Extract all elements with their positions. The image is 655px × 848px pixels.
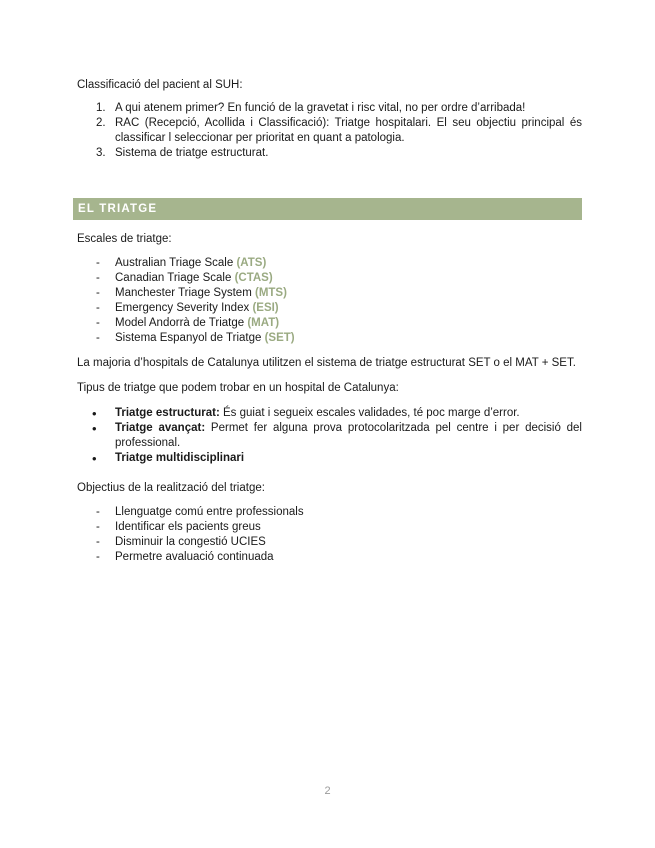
majority-text: La majoria d’hospitals de Catalunya utilitzen el sistema de triatge estructurat SET o el MAT + SET. [77, 357, 576, 369]
list-item: - Sistema Espanyol de Triatge (SET) [96, 332, 295, 344]
acronym: (SET) [264, 332, 295, 344]
list-item [77, 116, 582, 146]
list-number: 2. [96, 117, 106, 129]
types-intro: Tipus de triatge que podem trobar en un hospital de Catalunya: [77, 382, 399, 394]
types-list [77, 406, 582, 466]
list-number: 1. [96, 102, 106, 114]
list-item-text: Sistema de triatge estructurat. [115, 147, 269, 159]
list-item [77, 146, 582, 161]
list-item: - Disminuir la congestió UCIES [96, 536, 266, 548]
list-item [77, 101, 582, 116]
list-item: - Permetre avaluació continuada [96, 551, 274, 563]
list-item: - Manchester Triage System (MTS) [96, 287, 287, 299]
intro-text: Classificació del pacient al SUH: [77, 79, 243, 91]
list-item: - Llenguatge comú entre professionals [96, 506, 304, 518]
numbered-list [77, 101, 582, 161]
list-item: - Emergency Severity Index (ESI) [96, 302, 279, 314]
list-item: • Triatge estructurat: És guiat i segueix escales validades, té poc marge d’error. [92, 406, 520, 421]
list-item: • Triatge multidisciplinari [92, 451, 245, 466]
acronym: (MTS) [254, 287, 287, 299]
acronym: (CTAS) [234, 272, 273, 284]
objectives-list [77, 505, 582, 565]
list-item: - Model Andorrà de Triatge (MAT) [96, 317, 280, 329]
scales-intro: Escales de triatge: [77, 233, 172, 245]
list-item: - Canadian Triage Scale (CTAS) [96, 272, 273, 284]
list-item: - Australian Triage Scale (ATS) [96, 257, 267, 269]
objectives-intro: Objectius de la realització del triatge: [77, 482, 265, 494]
list-item-text: RAC (Recepció, Acollida i Classificació): Triatge hospitalari. El seu objectiu principal és classificar l seleccionar per prioritat en quant a patologia. [115, 117, 582, 144]
list-number: 3. [96, 147, 106, 159]
acronym: (MAT) [247, 317, 280, 329]
section-heading: EL TRIATGE [73, 198, 582, 220]
list-item: • Triatge avançat: Permet fer alguna prova protocolaritzada pel centre i per decisió del professional. [92, 421, 582, 449]
acronym: (ATS) [236, 257, 267, 269]
scales-list [77, 256, 582, 346]
list-item-text: A qui atenem primer? En funció de la gravetat i risc vital, no per ordre d’arribada! [115, 102, 526, 114]
list-item: - Identificar els pacients greus [96, 521, 261, 533]
page-number: 2 [324, 785, 331, 797]
acronym: (ESI) [252, 302, 279, 314]
